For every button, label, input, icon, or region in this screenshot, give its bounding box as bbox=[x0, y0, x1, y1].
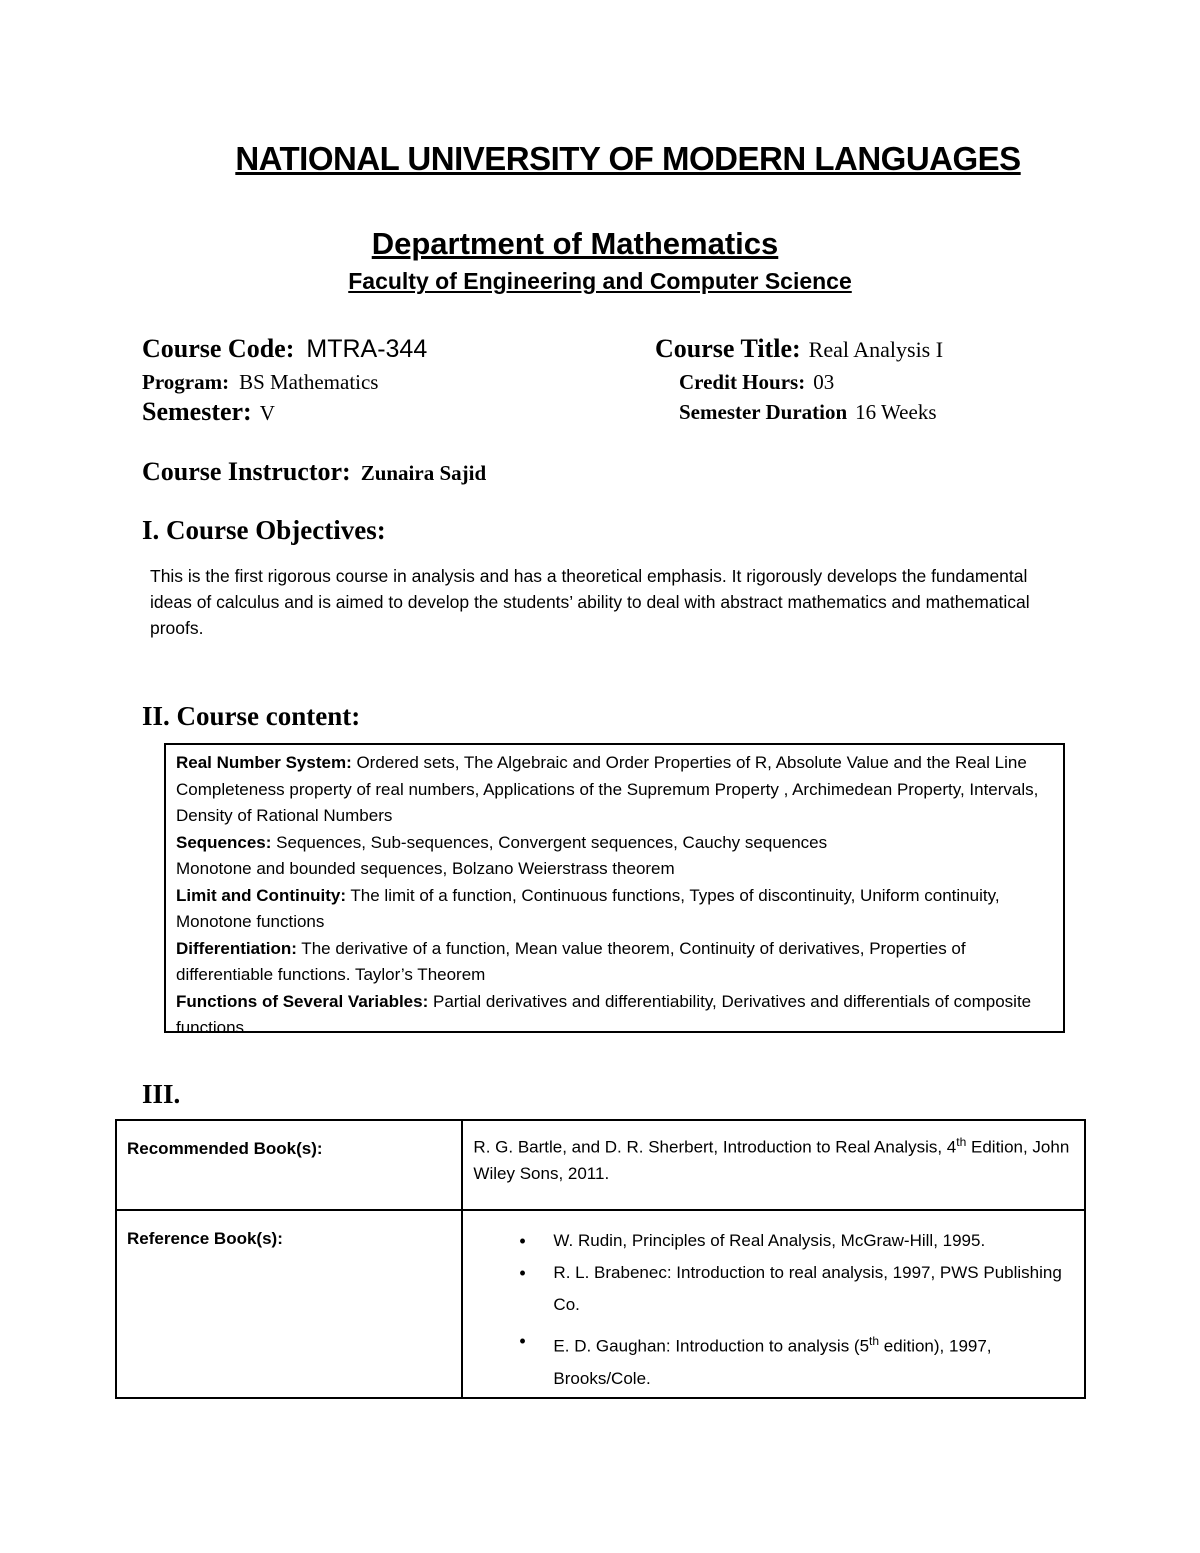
reference-list bbox=[473, 1225, 1074, 1395]
reference-text: R. L. Brabenec: Introduction to real analysis, 1997, PWS Publishing Co. bbox=[553, 1263, 1062, 1314]
topic-text: Partial derivatives and differentiability, Derivatives and differentials of composite functions. bbox=[176, 991, 1032, 1037]
recommended-value bbox=[462, 1120, 1085, 1210]
books-table bbox=[115, 1119, 1086, 1399]
topic-real-number-system bbox=[176, 750, 1053, 830]
reference-row bbox=[116, 1210, 1085, 1398]
books-heading: III. bbox=[142, 1079, 181, 1109]
bullet-icon: • bbox=[519, 1231, 526, 1251]
objectives-text: This is the first rigorous course in analysis and has a theoretical emphasis. It rigorously develops the fundamental ideas of calculus and is aimed to develop the students’ ability to deal with abstract mathematics and mathematical proofs. bbox=[150, 566, 1030, 638]
reference-item bbox=[519, 1225, 1074, 1257]
semester-duration-row bbox=[679, 400, 937, 425]
topic-sequences bbox=[176, 830, 1053, 857]
instructor-row bbox=[142, 457, 486, 487]
recommended-text-end: Edition, John Wiley Sons, 2011. bbox=[473, 1137, 1070, 1183]
reference-item bbox=[519, 1325, 1074, 1395]
bullet-icon: • bbox=[519, 1331, 526, 1351]
semester-duration-label: Semester Duration bbox=[679, 400, 848, 424]
recommended-row bbox=[116, 1120, 1085, 1210]
course-title-value: Real Analysis I bbox=[808, 337, 944, 362]
topic-title: Differentiation: bbox=[176, 938, 297, 958]
topic-title: Limit and Continuity: bbox=[176, 885, 346, 905]
instructor-label: Course Instructor: bbox=[142, 457, 351, 486]
program-label: Program: bbox=[142, 370, 230, 394]
program-value: BS Mathematics bbox=[239, 370, 379, 394]
topic-limit-continuity bbox=[176, 883, 1053, 936]
topic-text: Sequences, Sub-sequences, Convergent sequences, Cauchy sequences bbox=[271, 832, 828, 852]
course-title-row bbox=[655, 334, 943, 364]
department-title: Department of Mathematics bbox=[371, 226, 779, 261]
content-heading: II. Course content: bbox=[142, 701, 361, 731]
course-code-label: Course Code: bbox=[142, 334, 295, 363]
semester-label: Semester: bbox=[142, 397, 252, 426]
bullet-icon: • bbox=[519, 1263, 526, 1283]
reference-text-end: edition), 1997, Brooks/Cole. bbox=[553, 1336, 992, 1388]
reference-text: E. D. Gaughan: Introduction to analysis (5 bbox=[553, 1336, 870, 1356]
reference-item bbox=[519, 1257, 1074, 1321]
reference-label: Reference Book(s): bbox=[116, 1210, 462, 1398]
recommended-sup: th bbox=[956, 1135, 967, 1149]
reference-text: W. Rudin, Principles of Real Analysis, McGraw-Hill, 1995. bbox=[553, 1231, 986, 1250]
course-code-row bbox=[142, 334, 427, 364]
reference-sup: th bbox=[869, 1334, 880, 1348]
instructor-value: Zunaira Sajid bbox=[360, 461, 487, 485]
credit-hours-row bbox=[679, 370, 834, 395]
topic-title: Real Number System: bbox=[176, 753, 352, 772]
topic-differentiation bbox=[176, 936, 1053, 989]
credit-hours-value: 03 bbox=[813, 370, 835, 394]
university-title: NATIONAL UNIVERSITY OF MODERN LANGUAGES bbox=[235, 140, 1021, 177]
program-row bbox=[142, 370, 378, 395]
semester-duration-value: 16 Weeks bbox=[855, 400, 937, 424]
credit-hours-label: Credit Hours: bbox=[679, 370, 806, 394]
topic-sequences-cont bbox=[176, 856, 1053, 883]
semester-value: V bbox=[259, 401, 275, 425]
topic-text: Ordered sets, The Algebraic and Order Properties of R, Absolute Value and the Real Line Completeness property of real numbers, Applications of the Supremum Property , Archimedean Property, Intervals, Density of Rational Numbers bbox=[176, 753, 1039, 825]
topic-text: Monotone and bounded sequences, Bolzano Weierstrass theorem bbox=[176, 859, 675, 878]
course-content-box bbox=[164, 743, 1065, 1037]
objectives-heading: I. Course Objectives: bbox=[142, 515, 386, 545]
topic-text: The derivative of a function, Mean value theorem, Continuity of derivatives, Properties of differentiable functions. Taylor’s Theorem bbox=[176, 938, 966, 984]
topic-title: Sequences: bbox=[176, 832, 272, 852]
course-code-value: MTRA-344 bbox=[306, 335, 428, 363]
recommended-label: Recommended Book(s): bbox=[116, 1120, 462, 1210]
semester-row bbox=[142, 397, 275, 427]
topic-text: The limit of a function, Continuous functions, Types of discontinuity, Uniform continuity, Monotone functions bbox=[176, 885, 1000, 931]
recommended-text: R. G. Bartle, and D. R. Sherbert, Introduction to Real Analysis, 4 bbox=[473, 1137, 957, 1157]
faculty-title: Faculty of Engineering and Computer Science bbox=[348, 268, 852, 294]
reference-value bbox=[462, 1210, 1085, 1398]
topic-several-variables bbox=[176, 989, 1053, 1042]
topic-title: Functions of Several Variables: bbox=[176, 991, 429, 1011]
course-title-label: Course Title: bbox=[655, 334, 801, 363]
